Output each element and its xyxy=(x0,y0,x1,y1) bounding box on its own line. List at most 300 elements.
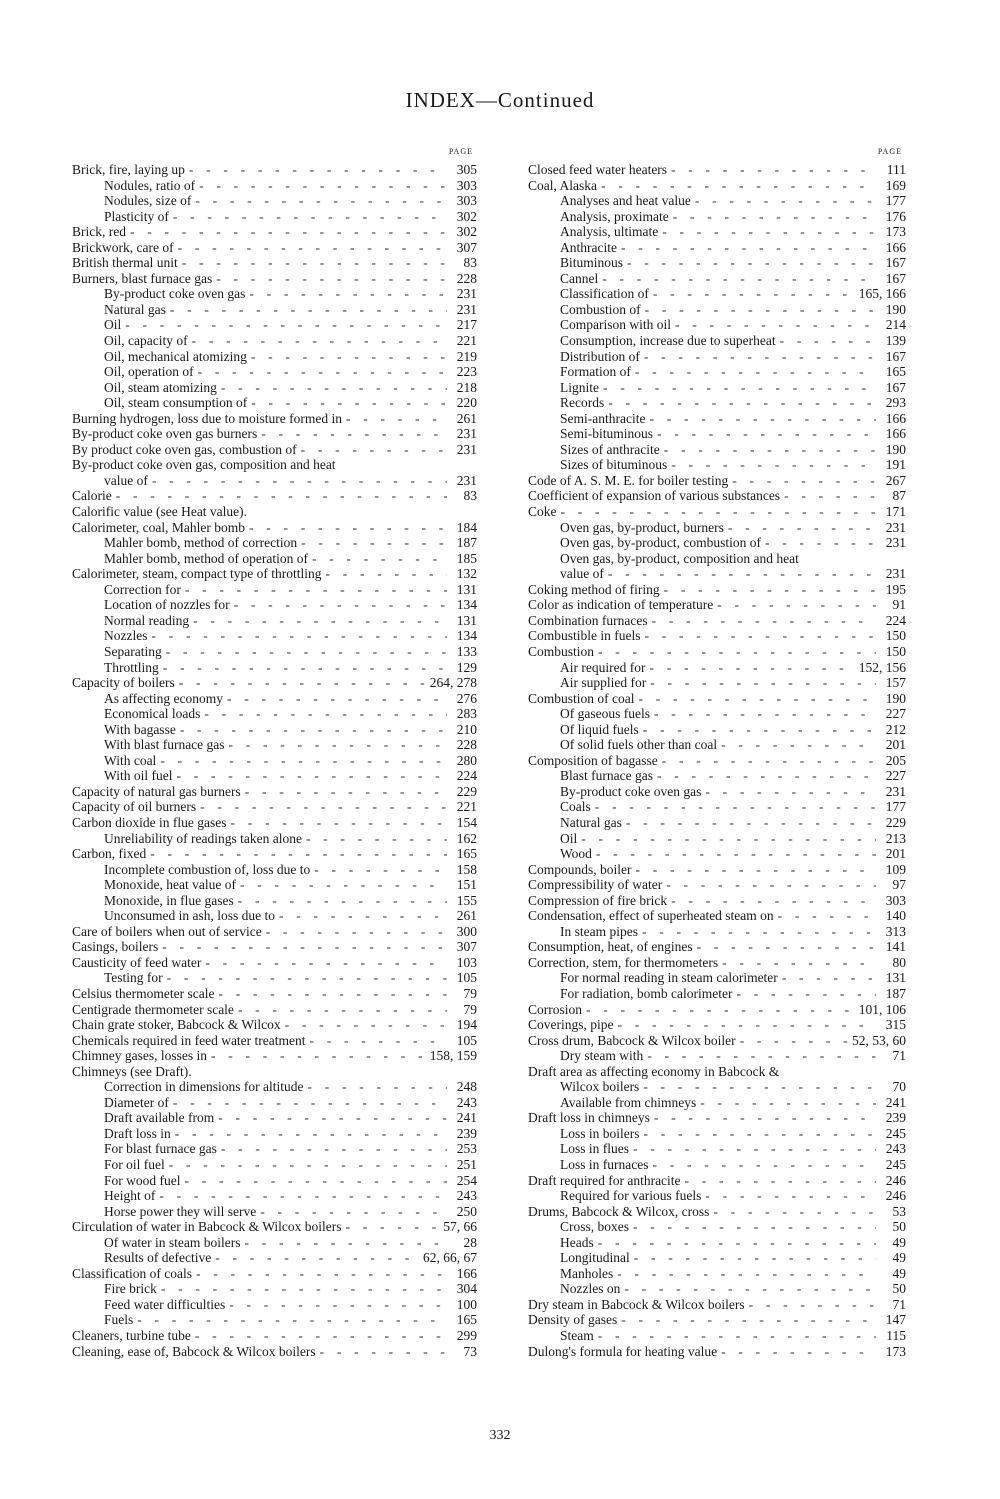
index-entry-text: Correction, stem, for thermometers xyxy=(528,954,719,970)
index-entry xyxy=(72,535,477,551)
leader-dots xyxy=(279,908,447,924)
index-entry-pages: 141 xyxy=(885,939,906,955)
index-entry xyxy=(528,1064,906,1080)
index-entry-text: Nozzles on xyxy=(560,1281,621,1297)
index-entry xyxy=(528,908,906,924)
index-entry-pages: 231 xyxy=(456,301,477,317)
index-entry-text: Condensation, effect of superheated steam on xyxy=(528,908,774,924)
index-entry xyxy=(72,1173,477,1189)
index-entry xyxy=(528,628,906,644)
index-entry-pages: 246 xyxy=(885,1172,906,1188)
index-entry-text: Results of defective xyxy=(104,1250,212,1266)
index-entry-text: As affecting economy xyxy=(104,690,223,706)
index-entry-pages: 166 xyxy=(885,426,906,442)
index-entry xyxy=(528,504,906,520)
index-entry-text: With bagasse xyxy=(104,721,176,737)
leader-dots xyxy=(227,691,447,707)
index-entry-pages: 165 xyxy=(456,846,477,862)
index-entry-pages: 212 xyxy=(885,721,906,737)
index-entry-text: Analysis, ultimate xyxy=(560,224,659,240)
index-entry xyxy=(72,1235,477,1251)
leader-dots xyxy=(285,1017,447,1033)
index-entry-pages: 158 xyxy=(456,861,477,877)
index-entry xyxy=(72,286,477,302)
leader-dots xyxy=(598,1328,876,1344)
index-entry-pages: 219 xyxy=(456,348,477,364)
index-entry xyxy=(72,1126,477,1142)
leader-dots xyxy=(633,1219,876,1235)
index-entry xyxy=(72,1157,477,1173)
index-entry-pages: 103 xyxy=(456,954,477,970)
index-entry-text: Brick, fire, laying up xyxy=(72,162,185,177)
leader-dots xyxy=(326,566,447,582)
index-entry-pages: 131 xyxy=(456,581,477,597)
index-entry-text: Oil, steam atomizing xyxy=(104,379,217,395)
index-entry-text: Brickwork, care of xyxy=(72,239,174,255)
index-entry-pages: 71 xyxy=(892,1296,906,1312)
leader-dots xyxy=(732,473,876,489)
index-entry-pages: 165, 166 xyxy=(858,286,906,302)
index-entry-text: Correction in dimensions for altitude xyxy=(104,1079,304,1095)
index-entry xyxy=(72,908,477,924)
index-entry xyxy=(528,426,906,442)
index-entry-pages: 302 xyxy=(456,224,477,240)
index-entry-pages: 217 xyxy=(456,317,477,333)
index-entry-text: For blast furnace gas xyxy=(104,1141,217,1157)
leader-dots xyxy=(721,737,876,753)
leader-dots xyxy=(320,1344,447,1360)
index-entry-text: With blast furnace gas xyxy=(104,737,225,753)
leader-dots xyxy=(240,877,447,893)
index-entry xyxy=(72,799,477,815)
index-entry-pages: 267 xyxy=(885,472,906,488)
leader-dots xyxy=(673,209,876,225)
index-entry-text: Of water in steam boilers xyxy=(104,1234,241,1250)
leader-dots xyxy=(346,1219,440,1235)
index-entries-left xyxy=(72,162,477,1359)
index-entry-pages: 184 xyxy=(456,519,477,535)
index-entry xyxy=(528,535,906,551)
index-entry-pages: 150 xyxy=(885,628,906,644)
index-entry-text: Economical loads xyxy=(104,706,201,722)
leader-dots xyxy=(301,535,447,551)
index-entry-pages: 300 xyxy=(456,923,477,939)
leader-dots xyxy=(230,815,447,831)
index-entry-text: Wilcox boilers xyxy=(560,1079,640,1095)
leader-dots xyxy=(166,644,447,660)
index-entry xyxy=(528,613,906,629)
leader-dots xyxy=(234,597,447,613)
index-entry-pages: 165 xyxy=(885,364,906,380)
index-entry-text: Of solid fuels other than coal xyxy=(560,737,718,753)
index-entry xyxy=(528,162,906,178)
index-entry-text: Carbon, fixed xyxy=(72,846,147,862)
index-entry xyxy=(528,224,906,240)
leader-dots xyxy=(603,380,876,396)
index-entry xyxy=(528,520,906,536)
index-entry xyxy=(72,970,477,986)
leader-dots xyxy=(189,162,447,178)
index-entry-pages: 154 xyxy=(456,814,477,830)
index-entry-pages: 194 xyxy=(456,1017,477,1033)
index-entry xyxy=(72,193,477,209)
index-entry xyxy=(72,924,477,940)
index-entry xyxy=(72,846,477,862)
index-entry xyxy=(528,271,906,287)
leader-dots xyxy=(306,831,447,847)
index-entry xyxy=(72,457,477,473)
index-entry-text: Longitudinal xyxy=(560,1250,630,1266)
index-entry xyxy=(528,784,906,800)
index-entry-text: Distribution of xyxy=(560,348,640,364)
leader-dots xyxy=(260,1204,447,1220)
leader-dots xyxy=(301,442,447,458)
index-entry-text: Dry steam in Babcock & Wilcox boilers xyxy=(528,1296,745,1312)
index-entry xyxy=(528,660,906,676)
index-entry xyxy=(528,753,906,769)
leader-dots xyxy=(229,737,447,753)
leader-dots xyxy=(765,535,876,551)
index-entry xyxy=(72,1344,477,1360)
index-entry xyxy=(528,986,906,1002)
index-entry-pages: 241 xyxy=(885,1094,906,1110)
index-entry-text: Natural gas xyxy=(104,301,166,317)
index-entry-text: Incomplete combustion of, loss due to xyxy=(104,861,311,877)
index-entry xyxy=(528,178,906,194)
index-entry-text: Draft loss in chimneys xyxy=(528,1110,650,1126)
index-entry-pages: 167 xyxy=(885,348,906,364)
index-entry-text: Semi-anthracite xyxy=(560,410,646,426)
leader-dots xyxy=(581,831,876,847)
index-entry-text: By-product coke oven gas xyxy=(560,783,702,799)
index-entry-pages: 162 xyxy=(456,830,477,846)
index-entry xyxy=(72,473,477,489)
index-entry-pages: 229 xyxy=(885,814,906,830)
index-entry-text: British thermal unit xyxy=(72,255,178,271)
index-entry-text: Blast furnace gas xyxy=(560,768,653,784)
index-entry-pages: 100 xyxy=(456,1296,477,1312)
index-entry-pages: 91 xyxy=(892,597,906,613)
index-entry xyxy=(72,504,477,520)
index-entry-text: Composition of bagasse xyxy=(528,752,658,768)
index-entry-text: Feed water difficulties xyxy=(104,1296,226,1312)
leader-dots xyxy=(346,411,447,427)
index-entry-pages: 245 xyxy=(885,1125,906,1141)
leader-dots xyxy=(643,722,876,738)
index-entry xyxy=(528,877,906,893)
index-entry-pages: 134 xyxy=(456,597,477,613)
index-entry-pages: 129 xyxy=(456,659,477,675)
index-entry-text: Loss in boilers xyxy=(560,1125,640,1141)
index-entry-text: Air supplied for xyxy=(560,675,647,691)
index-entry xyxy=(72,768,477,784)
index-entry xyxy=(72,1312,477,1328)
leader-dots xyxy=(736,986,876,1002)
index-entry-pages: 158, 159 xyxy=(429,1048,477,1064)
leader-dots xyxy=(596,846,876,862)
page-title: INDEX—Continued xyxy=(405,88,595,112)
leader-dots xyxy=(161,1281,447,1297)
index-entry-pages: 303 xyxy=(456,193,477,209)
index-entry-pages: 253 xyxy=(456,1141,477,1157)
index-entry xyxy=(72,349,477,365)
index-entry-text: In steam pipes xyxy=(560,923,638,939)
index-entry xyxy=(72,815,477,831)
index-entry xyxy=(528,1048,906,1064)
index-entry-text: Combustion of coal xyxy=(528,690,635,706)
index-entry-pages: 166 xyxy=(885,410,906,426)
index-entry-pages: 115 xyxy=(886,1328,906,1344)
leader-dots xyxy=(185,582,447,598)
index-entry xyxy=(72,271,477,287)
index-entry xyxy=(72,209,477,225)
index-entry-text: Throttling xyxy=(104,659,159,675)
index-entry-text: Burners, blast furnace gas xyxy=(72,270,213,286)
index-entry-pages: 305 xyxy=(456,162,477,177)
leader-dots xyxy=(196,1266,447,1282)
leader-dots xyxy=(635,364,876,380)
index-entry-text: Loss in furnaces xyxy=(560,1157,649,1172)
index-entry xyxy=(528,411,906,427)
index-entry xyxy=(528,644,906,660)
index-entry-pages: 167 xyxy=(885,379,906,395)
index-entry-text: Coke xyxy=(528,504,557,520)
index-entry-pages: 201 xyxy=(885,737,906,753)
index-entry-pages: 231 xyxy=(885,783,906,799)
index-entry-pages: 214 xyxy=(885,317,906,333)
index-entry-text: Capacity of boilers xyxy=(72,675,175,691)
index-entry-pages: 221 xyxy=(456,799,477,815)
index-entry-text: Color as indication of temperature xyxy=(528,597,714,613)
index-entry-pages: 79 xyxy=(463,985,477,1001)
index-entry-text: Oil, steam consumption of xyxy=(104,395,248,411)
leader-dots xyxy=(647,1048,876,1064)
leader-dots xyxy=(636,862,877,878)
index-entry-pages: 239 xyxy=(885,1110,906,1126)
index-entry-pages: 261 xyxy=(456,410,477,426)
index-entry-text: Plasticity of xyxy=(104,208,169,224)
index-entry-pages: 190 xyxy=(885,441,906,457)
index-entry-pages: 307 xyxy=(456,939,477,955)
index-entry-pages: 201 xyxy=(885,846,906,862)
index-entry xyxy=(72,426,477,442)
index-entry-pages: 224 xyxy=(456,768,477,784)
index-entry xyxy=(528,317,906,333)
index-entry-text: Of gaseous fuels xyxy=(560,706,650,722)
leader-dots xyxy=(643,1079,876,1095)
index-entry xyxy=(72,660,477,676)
index-entry-pages: 276 xyxy=(456,690,477,706)
index-entry-pages: 87 xyxy=(892,488,906,504)
index-entry xyxy=(72,1002,477,1018)
leader-dots xyxy=(193,613,447,629)
index-entry xyxy=(72,597,477,613)
index-entry-text: Mahler bomb, method of correction xyxy=(104,535,298,551)
leader-dots xyxy=(675,317,876,333)
index-entry-text: Horse power they will serve xyxy=(104,1203,257,1219)
index-entry-pages: 49 xyxy=(892,1250,906,1266)
index-entry-pages: 79 xyxy=(463,1001,477,1017)
index-entry-text: For oil fuel xyxy=(104,1157,165,1172)
index-entry-text: Combination furnaces xyxy=(528,612,648,628)
index-entry xyxy=(528,349,906,365)
index-entry-pages: 105 xyxy=(456,970,477,986)
index-entry-pages: 218 xyxy=(456,379,477,395)
index-entry-text: Calorimeter, steam, compact type of throttling xyxy=(72,566,322,582)
index-entry xyxy=(528,924,906,940)
index-entry-pages: 73 xyxy=(463,1343,477,1359)
index-entry xyxy=(528,473,906,489)
index-entry-pages: 131 xyxy=(885,970,906,986)
index-entry-text: Analysis, proximate xyxy=(560,208,669,224)
index-entry-pages: 62, 66, 67 xyxy=(423,1250,477,1266)
index-entry-text: Combustion of xyxy=(560,301,641,317)
leader-dots xyxy=(705,1188,876,1204)
index-entry xyxy=(528,457,906,473)
index-entry-text: Unconsumed in ash, loss due to xyxy=(104,908,275,924)
index-entry xyxy=(72,566,477,582)
index-entry-pages: 71 xyxy=(892,1048,906,1064)
index-entry-text: Required for various fuels xyxy=(560,1188,702,1204)
leader-dots xyxy=(653,286,855,302)
index-entry-text: Semi-bituminous xyxy=(560,426,654,442)
index-entry-pages: 227 xyxy=(885,768,906,784)
leader-dots xyxy=(130,224,447,240)
index-entry xyxy=(528,1235,906,1251)
leader-dots xyxy=(778,908,876,924)
leader-dots xyxy=(664,582,876,598)
leader-dots xyxy=(244,1235,447,1251)
leader-dots xyxy=(721,1344,876,1360)
leader-dots xyxy=(740,1033,848,1049)
leader-dots xyxy=(642,924,876,940)
index-entry-text: Testing for xyxy=(104,970,163,986)
index-entry-pages: 264, 278 xyxy=(429,675,477,691)
index-entry xyxy=(72,333,477,349)
index-entry-text: Normal reading xyxy=(104,612,190,628)
index-entry xyxy=(72,784,477,800)
leader-dots xyxy=(782,970,876,986)
index-entry xyxy=(72,1033,477,1049)
index-entry-pages: 83 xyxy=(463,255,477,271)
index-entry xyxy=(528,691,906,707)
index-entry-text: Closed feed water heaters xyxy=(528,162,668,177)
index-entry-pages: 177 xyxy=(885,193,906,209)
index-entry-text: Dry steam with xyxy=(560,1048,644,1064)
index-entry xyxy=(72,753,477,769)
leader-dots xyxy=(116,488,447,504)
leader-dots xyxy=(666,877,876,893)
leader-dots xyxy=(162,939,447,955)
index-entry-pages: 195 xyxy=(885,581,906,597)
index-entry-text: value of xyxy=(104,472,148,488)
index-entry-text: Nozzles xyxy=(104,628,148,644)
index-entry-text: Calorie xyxy=(72,488,112,504)
leader-dots xyxy=(621,1312,876,1328)
index-entry xyxy=(72,442,477,458)
index-entry-text: Unreliability of readings taken alone xyxy=(104,830,302,846)
index-entry-pages: 228 xyxy=(456,737,477,753)
leader-dots xyxy=(685,1173,876,1189)
index-entry xyxy=(528,1219,906,1235)
index-entry xyxy=(72,255,477,271)
index-entry-pages: 169 xyxy=(885,177,906,193)
index-entry-text: Correction for xyxy=(104,581,181,597)
index-entry-pages: 283 xyxy=(456,706,477,722)
index-entry-pages: 299 xyxy=(456,1328,477,1344)
index-entry-text: Records xyxy=(560,395,605,411)
leader-dots xyxy=(195,193,447,209)
index-entry-text: Oil, capacity of xyxy=(104,333,188,349)
index-entry xyxy=(528,240,906,256)
index-entry-pages: 187 xyxy=(885,985,906,1001)
index-entry-text: By-product coke oven gas burners xyxy=(72,426,258,442)
index-entry xyxy=(528,582,906,598)
index-entry-pages: 50 xyxy=(892,1281,906,1297)
index-entry-text: Manholes xyxy=(560,1265,614,1281)
index-entry-text: Casings, boilers xyxy=(72,939,159,955)
index-entry xyxy=(72,317,477,333)
index-entry-pages: 167 xyxy=(885,270,906,286)
index-entry xyxy=(528,722,906,738)
index-entry-pages: 246 xyxy=(885,1188,906,1204)
index-entry-pages: 293 xyxy=(885,395,906,411)
index-entry xyxy=(528,395,906,411)
index-entry-text: Drums, Babcock & Wilcox, cross xyxy=(528,1203,710,1219)
index-entry xyxy=(72,520,477,536)
index-entry xyxy=(72,691,477,707)
index-entry xyxy=(528,1297,906,1313)
index-entry-text: Compounds, boiler xyxy=(528,861,632,877)
index-entry xyxy=(528,955,906,971)
leader-dots xyxy=(178,240,447,256)
leader-dots xyxy=(662,224,876,240)
leader-dots xyxy=(717,597,876,613)
index-entry xyxy=(72,722,477,738)
index-entry xyxy=(72,380,477,396)
index-entry-pages: 177 xyxy=(885,799,906,815)
leader-dots xyxy=(601,178,876,194)
leader-dots xyxy=(617,1266,876,1282)
index-entry xyxy=(528,1328,906,1344)
index-entry-text: Available from chimneys xyxy=(560,1094,697,1110)
leader-dots xyxy=(185,1173,448,1189)
index-entry-text: For normal reading in steam calorimeter xyxy=(560,970,778,986)
index-entry xyxy=(528,302,906,318)
leader-dots xyxy=(221,380,447,396)
leader-dots xyxy=(633,1141,876,1157)
index-entry-pages: 231 xyxy=(885,519,906,535)
leader-dots xyxy=(245,784,447,800)
index-entry xyxy=(528,442,906,458)
leader-dots xyxy=(310,1033,447,1049)
index-entry xyxy=(528,551,906,567)
index-entry-text: Oven gas, by-product, composition and heat xyxy=(560,550,799,566)
index-entry-text: Draft area as affecting economy in Babcock & xyxy=(528,1063,780,1079)
index-entry xyxy=(72,955,477,971)
index-entry-pages: 221 xyxy=(456,333,477,349)
index-entry xyxy=(72,1281,477,1297)
index-entry-text: Capacity of natural gas burners xyxy=(72,783,241,799)
index-entry xyxy=(528,1266,906,1282)
index-entry-pages: 223 xyxy=(456,364,477,380)
index-entry-text: Combustion xyxy=(528,643,595,659)
leader-dots xyxy=(608,566,876,582)
index-entry-pages: 304 xyxy=(456,1281,477,1297)
leader-dots xyxy=(671,162,876,178)
index-entry xyxy=(528,566,906,582)
leader-dots xyxy=(644,1126,877,1142)
